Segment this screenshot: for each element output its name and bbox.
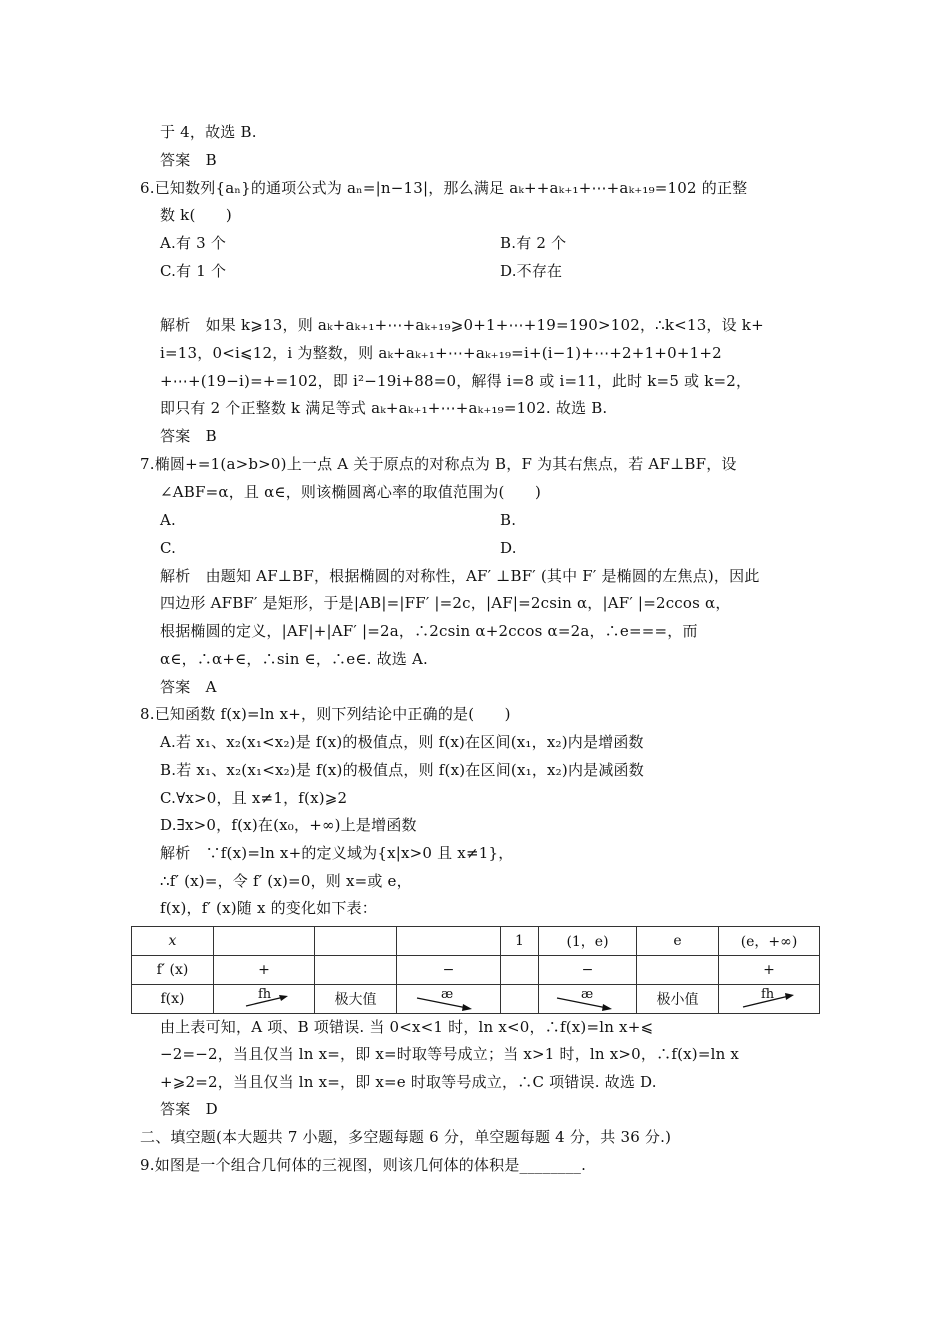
option-b: B.有 2 个 (500, 234, 567, 252)
table-cell (501, 956, 539, 985)
solution-line: 即只有 2 个正整数 k 满足等式 aₖ+aₖ₊₁+⋯+aₖ₊₁₉=102. 故选 B. (160, 399, 608, 417)
option-a: A.若 x₁、x₂(x₁<x₂)是 f(x)的极值点，则 f(x)在区间(x₁，x₂)内是增函数 (160, 733, 644, 751)
solution-line: +⋯+(19−i)=+=102，即 i²−19i+88=0，解得 i=8 或 i=11，此时 k=5 或 k=2， (160, 372, 752, 390)
option-a: A. (160, 511, 177, 529)
table-cell (637, 956, 719, 985)
table-cell: (1，e) (539, 927, 637, 956)
option-d: D.∃x>0，f(x)在(x₀，+∞)上是增函数 (160, 816, 417, 834)
table-cell: + (214, 956, 315, 985)
option-b: B. (500, 511, 517, 529)
solution-line: 四边形 AFBF′ 是矩形，于是|AB|=|FF′ |=2c，|AF|=2csin α，|AF′ |=2ccos α， (160, 594, 731, 612)
decreasing-arrow-icon (415, 995, 475, 1013)
table-cell (315, 956, 397, 985)
cell-text: fh (258, 987, 272, 1002)
question-7: 7.椭圆+=1(a>b>0)上一点 A 关于原点的对称点为 B，F 为其右焦点，若 AF⊥BF，设 (140, 455, 737, 473)
option-c: C.有 1 个 (160, 262, 227, 280)
table-cell (214, 985, 315, 1014)
table-row-function (132, 985, 820, 1014)
option-b: B.若 x₁、x₂(x₁<x₂)是 f(x)的极值点，则 f(x)在区间(x₁，x₂)内是减函数 (160, 761, 644, 779)
question-8: 8.已知函数 f(x)=ln x+，则下列结论中正确的是( ) (140, 705, 511, 723)
text-line: ∠ABF=α，且 α∈，则该椭圆离心率的取值范围为( ) (160, 483, 542, 501)
solution-line: f(x)，f′ (x)随 x 的变化如下表： (160, 899, 378, 917)
solution-line: ∴f′ (x)=，令 f′ (x)=0，则 x=或 e， (160, 872, 412, 890)
increasing-arrow-icon (741, 991, 797, 1009)
table-cell: f(x) (132, 985, 214, 1014)
table-cell (719, 985, 820, 1014)
option-d: D.不存在 (500, 262, 563, 280)
table-cell: − (397, 956, 501, 985)
solution-line: 由上表可知，A 项、B 项错误. 当 0<x<1 时，ln x<0，∴f(x)=ln x+⩽ (160, 1018, 654, 1036)
table-cell (501, 985, 539, 1014)
table-cell: + (719, 956, 820, 985)
option-a: A.有 3 个 (160, 234, 227, 252)
table-cell: f′ (x) (132, 956, 214, 985)
solution-line: 解析 如果 k⩾13，则 aₖ+aₖ₊₁+⋯+aₖ₊₁₉⩾0+1+⋯+19=190>102，∴k<13，设 k+ (160, 316, 764, 334)
option-d: D. (500, 539, 517, 557)
option-c: C. (160, 539, 177, 557)
cell-text: æ (441, 987, 454, 1002)
table-cell: e (637, 927, 719, 956)
question-6: 6.已知数列{aₙ}的通项公式为 aₙ=|n−13|，那么满足 aₖ++aₖ₊₁+⋯+aₖ₊₁₉=102 的正整 (140, 179, 748, 197)
table-cell (214, 927, 315, 956)
solution-line: −2=−2，当且仅当 ln x=，即 x=时取等号成立；当 x>1 时，ln x>0，∴f(x)=ln x (160, 1045, 740, 1063)
table-cell: (e，+∞) (719, 927, 820, 956)
table-cell: 1 (501, 927, 539, 956)
solution-line: 根据椭圆的定义，|AF|+|AF′ |=2a，∴2csin α+2ccos α=2a，∴e===，而 (160, 622, 698, 640)
solution-line: +⩾2=2，当且仅当 ln x=，即 x=e 时取等号成立，∴C 项错误. 故选 D. (160, 1073, 657, 1091)
table-cell: x (132, 927, 214, 956)
solution-line: i=13，0<i⩽12，i 为整数，则 aₖ+aₖ₊₁+⋯+aₖ₊₁₉=i+(i−1)+⋯+2+1+0+1+2 (160, 344, 722, 362)
question-9: 9.如图是一个组合几何体的三视图，则该几何体的体积是________. (140, 1156, 587, 1174)
solution-line: α∈，∴α+∈，∴sin ∈，∴e∈. 故选 A. (160, 650, 428, 668)
table-cell: − (539, 956, 637, 985)
solution-line: 解析 由题知 AF⊥BF，根据椭圆的对称性，AF′ ⊥BF′ (其中 F′ 是椭圆的左焦点)，因此 (160, 567, 760, 585)
table-cell (397, 927, 501, 956)
section-heading: 二、填空题(本大题共 7 小题，多空题每题 6 分，单空题每题 4 分，共 36 分.) (140, 1128, 672, 1146)
table-row-derivative (132, 956, 820, 985)
text-line: 数 k( ) (160, 206, 232, 224)
cell-text: æ (581, 987, 594, 1002)
table-row-x (132, 927, 820, 956)
answer-line: 答案 B (160, 427, 217, 445)
answer-line: 答案 D (160, 1100, 218, 1118)
option-c: C.∀x>0，且 x≠1，f(x)⩾2 (160, 789, 348, 807)
answer-line: 答案 B (160, 151, 217, 169)
solution-line: 解析 ∵f(x)=ln x+的定义域为{x|x>0 且 x≠1}， (160, 844, 514, 862)
answer-line: 答案 A (160, 678, 217, 696)
text-line: 于 4，故选 B. (160, 123, 257, 141)
increasing-arrow-icon (244, 991, 290, 1009)
table-cell: 极大值 (315, 985, 397, 1014)
variation-table (131, 926, 820, 1014)
decreasing-arrow-icon (555, 995, 615, 1013)
cell-text: fh (761, 987, 775, 1002)
table-cell: 极小值 (637, 985, 719, 1014)
table-cell (539, 985, 637, 1014)
table-cell (397, 985, 501, 1014)
table-cell (315, 927, 397, 956)
